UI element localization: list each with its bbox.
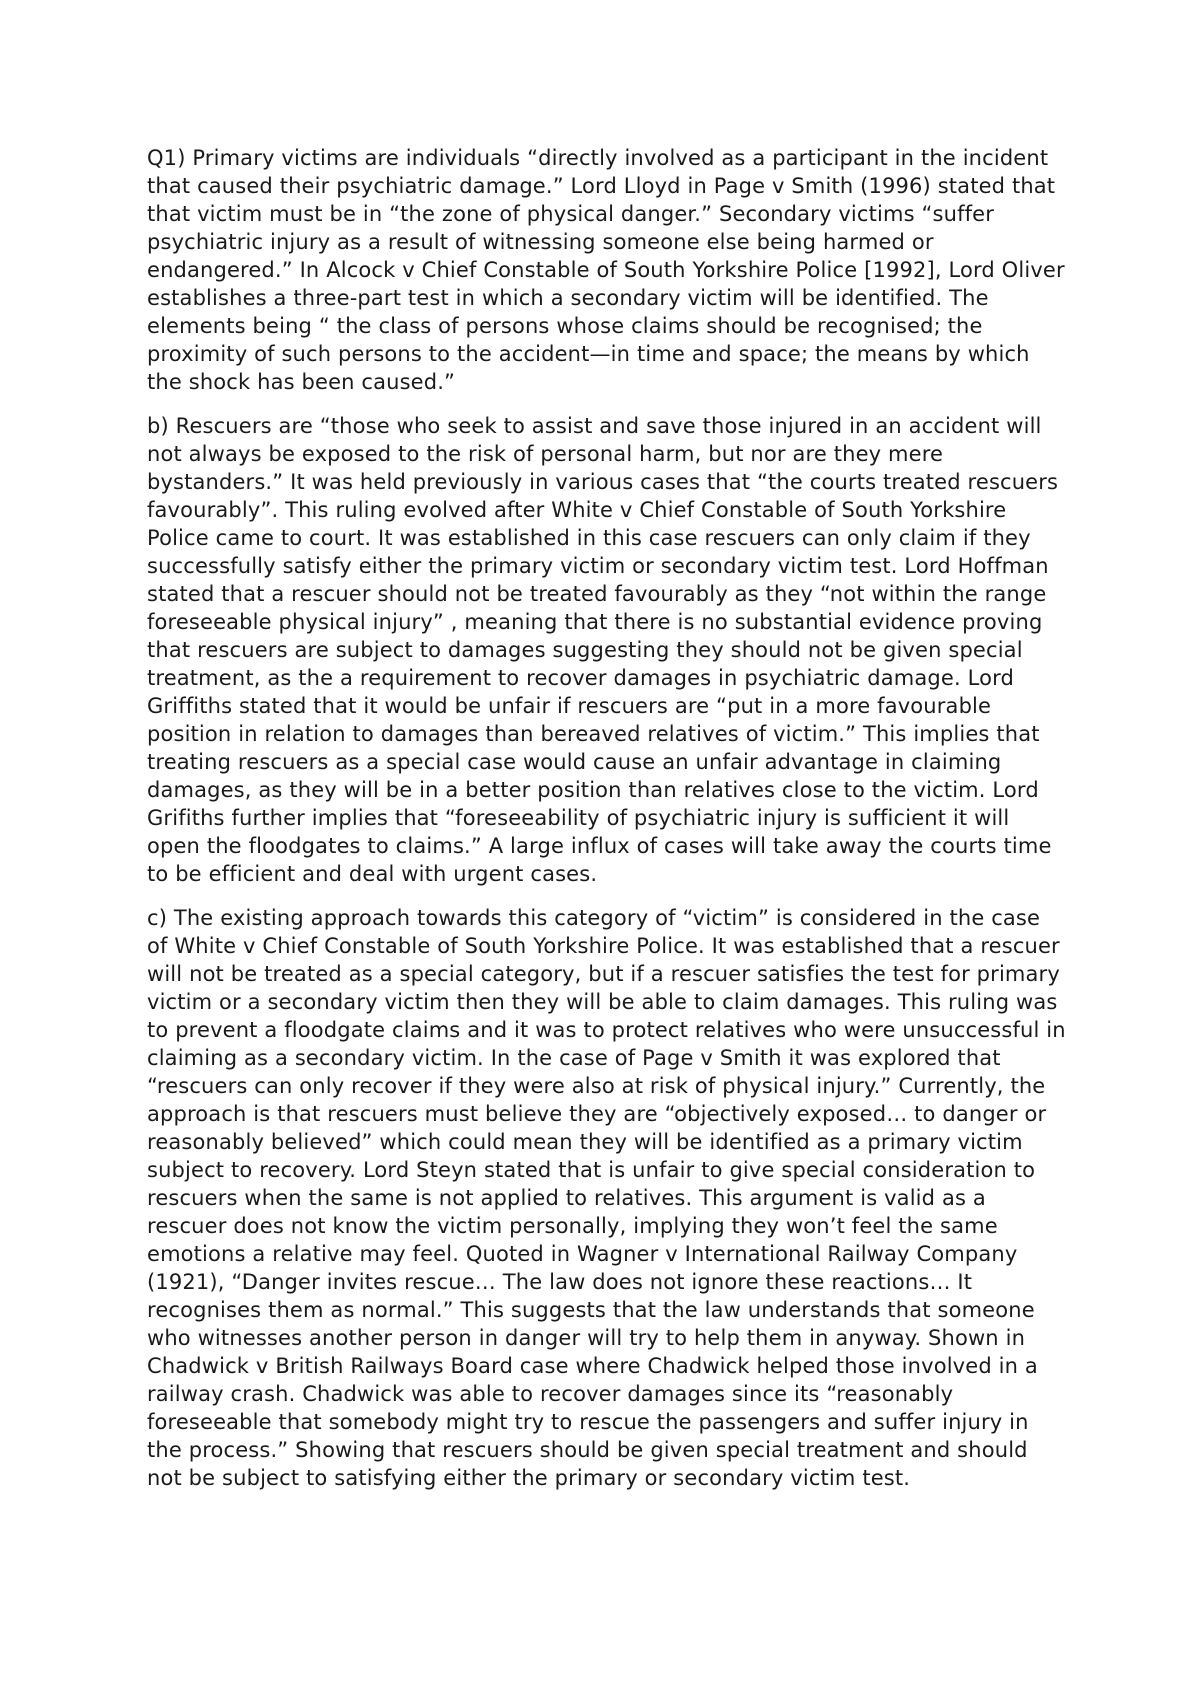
paragraph-c-existing-approach: c) The existing approach towards this category of “victim” is considered in the case of White v Chief Constable of South Yorkshire Police. It was established that a rescuer will not be treated as a special category, but if a rescuer satisfies the test for primary victim or a secondary victim then they will be able to claim damages. This ruling was to prevent a floodgate claims and it was to protect relatives who were unsuccessful in claiming as a secondary victim. In the case of Page v Smith it was explored that “rescuers can only recover if they were also at risk of physical injury.” Currently, the approach is that rescuers must believe they are “objectively exposed… to danger or reasonably believed” which could mean they will be identified as a primary victim subject to recovery. Lord Steyn stated that is unfair to give special consideration to rescuers when the same is not applied to relatives. This argument is valid as a rescuer does not know the victim personally, implying they won’t feel the same emotions a relative may feel. Quoted in Wagner v International Railway Company (1921), “Danger invites rescue… The law does not ignore these reactions… It recognises them as normal.” This suggests that the law understands that someone who witnesses another person in danger will try to help them in anyway. Shown in Chadwick v British Railways Board case where Chadwick helped those involved in a railway crash. Chadwick was able to recover damages since its “reasonably foreseeable that somebody might try to rescue the passengers and suffer injury in the process.” Showing that rescuers should be given special treatment and should not be subject to satisfying either the primary or secondary victim test. <box>147 906 1066 1490</box>
document-body <box>147 144 1067 1508</box>
paragraph-b-rescuers: b) Rescuers are “those who seek to assist and save those injured in an accident will not always be exposed to the risk of personal harm, but nor are they mere bystanders.” It was held previously in various cases that “the courts treated rescuers favourably”. This ruling evolved after White v Chief Constable of South Yorkshire Police came to court. It was established in this case rescuers can only claim if they successfully satisfy either the primary victim or secondary victim test. Lord Hoffman stated that a rescuer should not be treated favourably as they “not within the range foreseeable physical injury” , meaning that there is no substantial evidence proving that rescuers are subject to damages suggesting they should not be given special treatment, as the a requirement to recover damages in psychiatric damage. Lord Griffiths stated that it would be unfair if rescuers are “put in a more favourable position in relation to damages than bereaved relatives of victim.” This implies that treating rescuers as a special case would cause an unfair advantage in claiming damages, as they will be in a better position than relatives close to the victim. Lord Grifiths further implies that “foreseeability of psychiatric injury is sufficient it will open the floodgates to claims.” A large influx of cases will take away the courts time to be efficient and deal with urgent cases. <box>147 414 1059 886</box>
paragraph-q1-primary-secondary-victims: Q1) Primary victims are individuals “directly involved as a participant in the incident that caused their psychiatric damage.” Lord Lloyd in Page v Smith (1996) stated that that victim must be in “the zone of physical danger.” Secondary victims “suffer psychiatric injury as a result of witnessing someone else being harmed or endangered.” In Alcock v Chief Constable of South Yorkshire Police [1992], Lord Oliver establishes a three-part test in which a secondary victim will be identified. The elements being “ the class of persons whose claims should be recognised; the proximity of such persons to the accident—in time and space; the means by which the shock has been caused.” <box>147 146 1065 394</box>
